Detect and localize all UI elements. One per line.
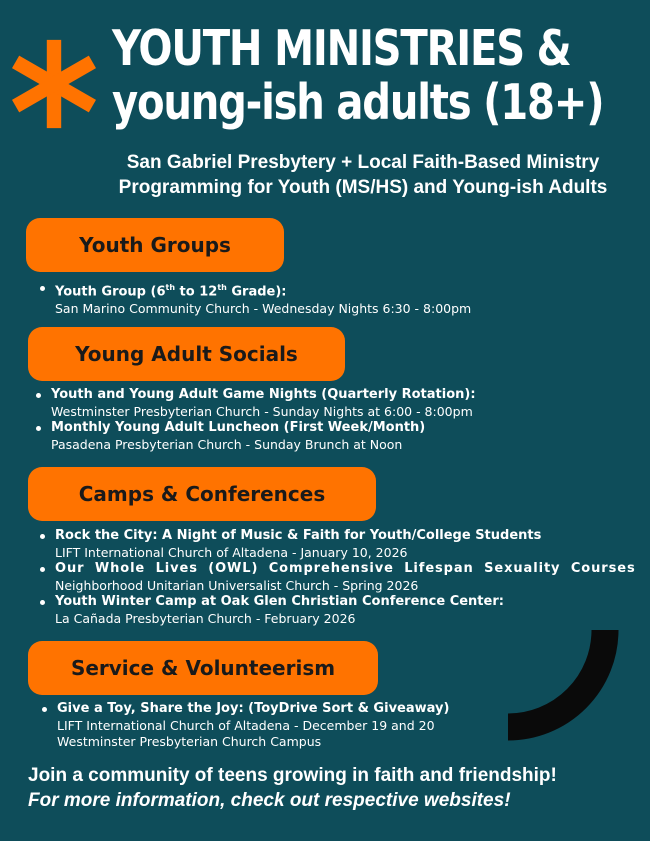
section-heading-service-volunteerism: Service & Volunteerism — [28, 641, 378, 695]
item-title: Our Whole Lives (OWL) Comprehensive Lifespan Sexuality Courses — [55, 561, 636, 576]
item-detail: Westminster Presbyterian Church Campus — [57, 734, 322, 749]
title-line-1: YOUTH MINISTRIES & — [112, 20, 571, 77]
asterisk-icon — [6, 36, 102, 132]
item-detail: San Marino Community Church - Wednesday Nights 6:30 - 8:00pm — [55, 300, 472, 316]
item-title: Monthly Young Adult Luncheon (First Week/Month) — [51, 420, 426, 435]
item-detail: Pasadena Presbyterian Church - Sunday Brunch at Noon — [51, 436, 403, 452]
item-detail: LIFT International Church of Altadena - December 19 and 20 — [57, 717, 435, 733]
footer-info: For more information, check out respective websites! — [28, 790, 511, 811]
footer-tagline: Join a community of teens growing in faith and friendship! — [28, 765, 557, 786]
arc-decoration — [495, 625, 630, 760]
youth-groups-list — [37, 280, 471, 317]
item-title: Rock the City: A Night of Music & Faith for Youth/College Students — [55, 528, 542, 543]
section-heading-youth-groups: Youth Groups — [26, 218, 284, 272]
list-item — [37, 528, 636, 561]
item-title: Youth Group (6th to 12th Grade): — [55, 283, 287, 300]
list-item — [37, 561, 636, 594]
item-detail: LIFT International Church of Altadena - January 10, 2026 — [55, 544, 408, 560]
item-title: Youth and Young Adult Game Nights (Quarterly Rotation): — [51, 387, 476, 402]
item-detail: Westminster Presbyterian Church - Sunday Nights at 6:00 - 8:00pm — [51, 403, 473, 419]
young-adult-socials-list — [33, 387, 476, 453]
section-heading-young-adult-socials: Young Adult Socials — [28, 327, 345, 381]
list-item — [33, 420, 476, 453]
item-title: Youth Winter Camp at Oak Glen Christian Conference Center: — [55, 594, 504, 609]
item-detail: Neighborhood Unitarian Universalist Church - Spring 2026 — [55, 577, 419, 593]
item-title: Give a Toy, Share the Joy: (ToyDrive Sort & Giveaway) — [57, 701, 450, 716]
page-title — [112, 22, 603, 130]
page-subtitle — [0, 150, 650, 200]
camps-conferences-list — [37, 528, 636, 627]
list-item — [39, 701, 449, 751]
service-volunteerism-list — [39, 701, 449, 751]
title-line-2: young-ish adults (18+) — [112, 74, 604, 131]
item-detail: La Cañada Presbyterian Church - February 2026 — [55, 610, 356, 626]
list-item — [33, 387, 476, 420]
subtitle-line-1: San Gabriel Presbytery + Local Faith-Based Ministry — [126, 152, 600, 173]
section-heading-camps-conferences: Camps & Conferences — [28, 467, 376, 521]
subtitle-line-2: Programming for Youth (MS/HS) and Young-ish Adults — [118, 177, 608, 198]
list-item — [37, 594, 636, 627]
list-item — [37, 280, 471, 317]
